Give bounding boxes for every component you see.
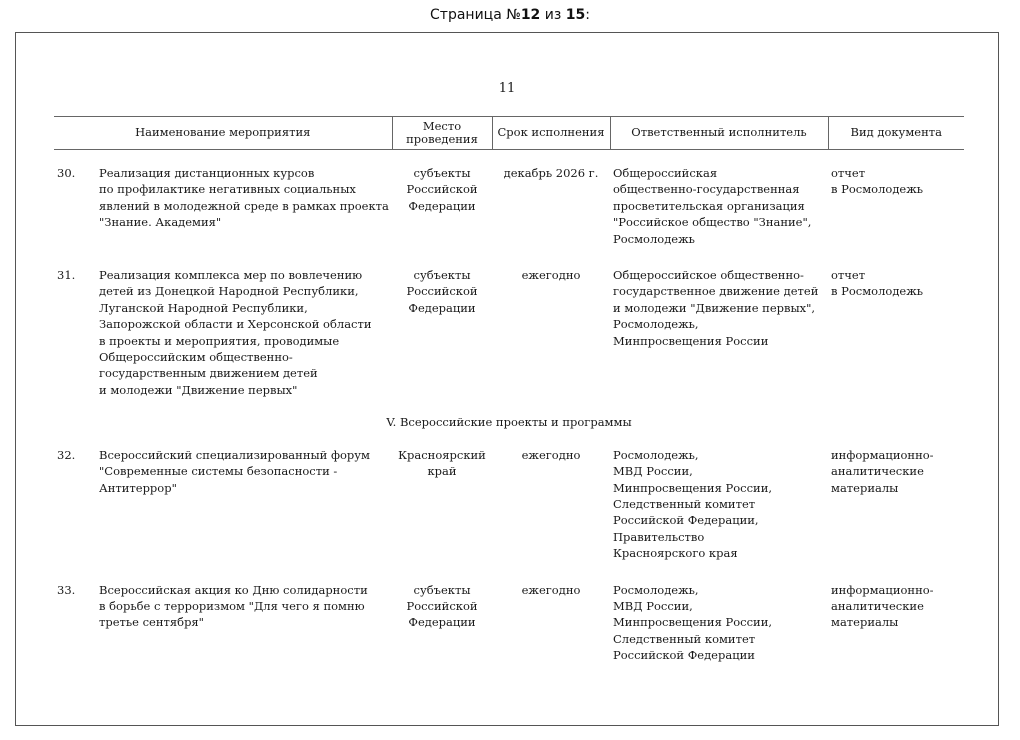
section-heading-row (54, 414, 964, 430)
event-name (96, 447, 392, 562)
event-responsible-line: Следственный комитет (613, 631, 756, 646)
event-name-line: Запорожской области и Херсонской области (99, 317, 372, 332)
event-doc-type-line: в Росмолодежь (831, 182, 924, 197)
event-place-line: Федерации (408, 615, 476, 630)
event-place-line: Федерации (408, 300, 476, 315)
event-responsible-line: Минпросвещения России (613, 333, 769, 348)
event-doc-type (828, 267, 964, 398)
event-responsible-line: Минпросвещения России, (613, 615, 773, 630)
event-name-line: детей из Донецкой Народной Республики, (99, 284, 359, 299)
event-responsible-line: Общероссийское общественно- (613, 268, 804, 283)
event-name-line: Реализация дистанционных курсов (99, 166, 315, 180)
event-responsible-line: Росмолодежь (613, 231, 695, 246)
event-place-line: субъекты (413, 582, 471, 597)
total-pages-number: 15 (565, 7, 586, 23)
event-name-line: и молодежи "Движение первых" (99, 382, 298, 397)
event-doc-type-line: отчет (831, 268, 866, 283)
page-indicator-suffix: : (585, 7, 590, 23)
event-name-line: Всероссийский специализированный форум (99, 447, 370, 462)
event-responsible-line: Российской Федерации (613, 648, 755, 663)
current-page-number: 12 (520, 7, 541, 23)
table-row (54, 165, 964, 247)
event-doc-type-line: информационно- (831, 447, 934, 462)
table-body-part-2 (54, 447, 964, 664)
event-responsible (610, 447, 828, 562)
event-responsible-line: "Российское общество "Знание", (613, 215, 812, 230)
event-place-line: субъекты (413, 166, 471, 180)
event-doc-type (828, 582, 964, 664)
event-name (96, 267, 392, 398)
event-term-line: ежегодно (521, 582, 581, 597)
event-name-line: "Современные системы безопасности - (99, 464, 338, 479)
event-responsible-line: Правительство (613, 529, 705, 544)
column-header-doc-type: Вид документа (828, 117, 964, 150)
document-page-number: 11 (498, 81, 516, 96)
event-responsible-line: общественно-государственная (613, 182, 800, 197)
document-page (15, 32, 999, 726)
event-responsible-line: Минпросвещения России, (613, 480, 773, 495)
event-place-line: Красноярский (398, 447, 486, 462)
event-doc-type-line: отчет (831, 166, 866, 180)
page-indicator (0, 7, 1020, 23)
event-place (392, 165, 492, 247)
event-name-line: Реализация комплекса мер по вовлечению (99, 268, 363, 283)
event-responsible-line: Росмолодежь, (613, 582, 699, 597)
event-name (96, 582, 392, 664)
event-doc-type-line: аналитические (831, 598, 924, 613)
column-header-place: Место проведения (392, 117, 492, 150)
event-doc-type-line: материалы (831, 615, 899, 630)
row-number: 31. (57, 268, 76, 283)
event-name-line: в проекты и мероприятия, проводимые (99, 333, 340, 348)
section-title: V. Всероссийские проекты и программы (386, 415, 632, 430)
column-header-term: Срок исполнения (492, 117, 610, 150)
event-responsible (610, 267, 828, 398)
column-header-responsible: Ответственный исполнитель (610, 117, 828, 150)
event-place-line: Российской (406, 182, 478, 197)
event-place-line: край (427, 464, 457, 479)
event-responsible-line: Российской Федерации, (613, 513, 759, 528)
table-row (54, 267, 964, 398)
event-name-line: третье сентября" (99, 615, 204, 630)
event-term-line: декабрь 2026 г. (503, 166, 599, 180)
event-place (392, 267, 492, 398)
event-responsible-line: государственное движение детей (613, 284, 819, 299)
event-place (392, 447, 492, 562)
event-responsible-line: Росмолодежь, (613, 447, 699, 462)
event-doc-type-line: информационно- (831, 582, 934, 597)
event-place (392, 582, 492, 664)
events-table (54, 116, 964, 664)
event-name-line: по профилактике негативных социальных (99, 182, 356, 197)
event-responsible-line: просветительская организация (613, 198, 805, 213)
event-name-line: Антитеррор" (99, 480, 177, 495)
event-name-line: государственным движением детей (99, 366, 318, 381)
table-header-row (54, 117, 964, 150)
event-place-line: Российской (406, 598, 478, 613)
row-number: 33. (57, 582, 76, 597)
event-responsible-line: Росмолодежь, (613, 317, 699, 332)
event-place-line: Федерации (408, 198, 476, 213)
event-name-line: Общероссийским общественно- (99, 350, 293, 365)
column-header-name: Наименование мероприятия (54, 117, 392, 150)
event-responsible-line: МВД России, (613, 464, 693, 479)
page-indicator-prefix: Страница № (430, 7, 521, 23)
table-section (54, 398, 964, 446)
table-row (54, 582, 964, 664)
event-name-line: Всероссийская акция ко Дню солидарности (99, 582, 368, 597)
event-term (492, 267, 610, 398)
event-responsible-line: и молодежи "Движение первых", (613, 300, 816, 315)
event-doc-type (828, 447, 964, 562)
event-doc-type-line: материалы (831, 480, 899, 495)
table-row (54, 447, 964, 562)
event-name-line: явлений в молодежной среде в рамках проекта (99, 198, 389, 213)
event-responsible-line: Общероссийская (613, 166, 718, 180)
event-doc-type-line: в Росмолодежь (831, 284, 924, 299)
event-place-line: Российской (406, 284, 478, 299)
event-term-line: ежегодно (521, 268, 581, 283)
page-indicator-of: из (544, 7, 562, 23)
event-doc-type-line: аналитические (831, 464, 924, 479)
event-responsible-line: Красноярского края (613, 546, 738, 561)
event-place-line: субъекты (413, 268, 471, 283)
event-term (492, 165, 610, 247)
event-doc-type (828, 165, 964, 247)
event-name-line: Луганской Народной Республики, (99, 300, 308, 315)
event-responsible (610, 165, 828, 247)
event-term (492, 582, 610, 664)
event-term-line: ежегодно (521, 447, 581, 462)
event-name-line: "Знание. Академия" (99, 215, 222, 230)
event-term (492, 447, 610, 562)
event-responsible (610, 582, 828, 664)
event-responsible-line: МВД России, (613, 598, 693, 613)
event-name (96, 165, 392, 247)
table-body-part-1 (54, 150, 964, 399)
event-responsible-line: Следственный комитет (613, 496, 756, 511)
row-number: 30. (57, 166, 76, 180)
row-number: 32. (57, 447, 76, 462)
event-name-line: в борьбе с терроризмом "Для чего я помню (99, 598, 365, 613)
